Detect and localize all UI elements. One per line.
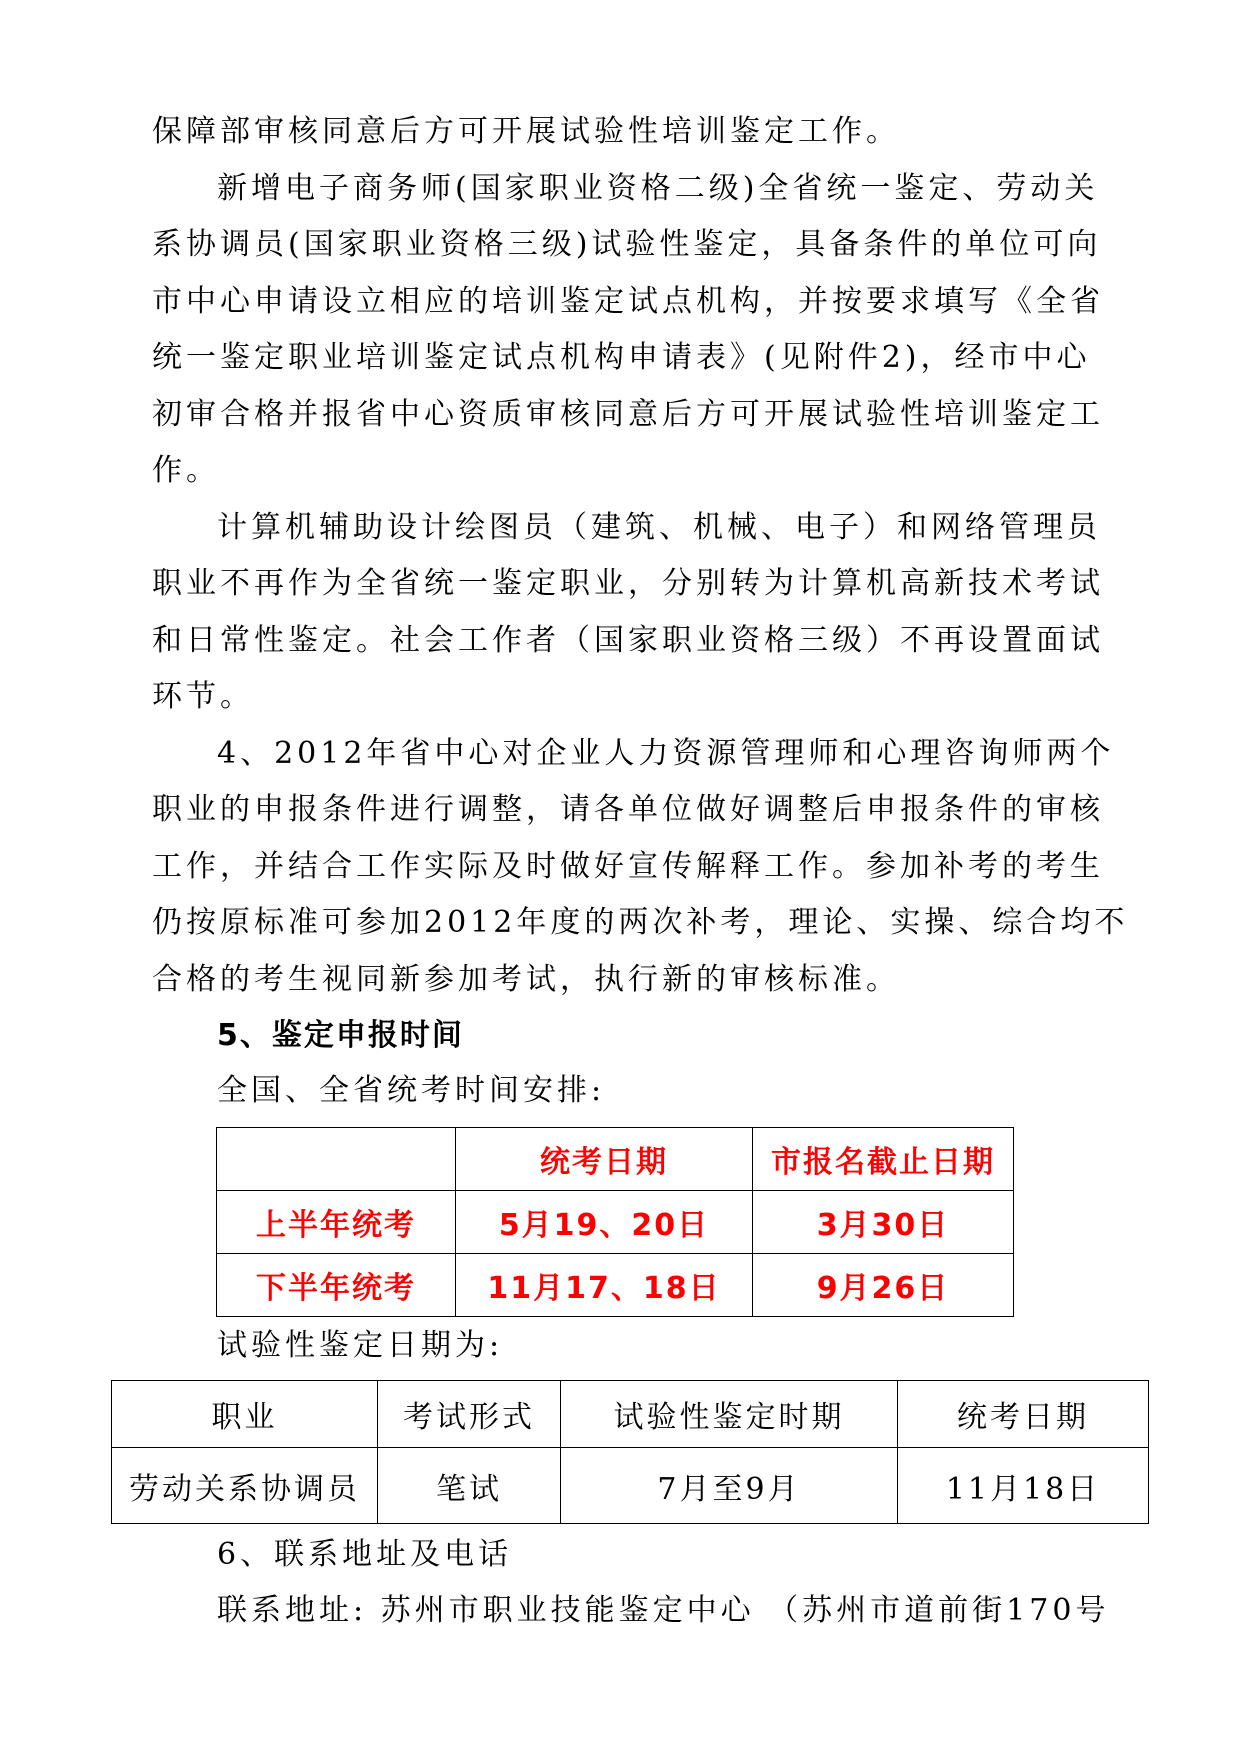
table-header-cell: 统考日期 — [456, 1128, 753, 1191]
table-cell: 3月30日 — [753, 1191, 1014, 1254]
paragraph-line: 保障部审核同意后方可开展试验性培训鉴定工作。 — [152, 114, 900, 149]
table-cell: 11月18日 — [898, 1448, 1149, 1524]
contact-address: 联系地址: 苏州市职业技能鉴定中心 （苏州市道前街170号 — [217, 1593, 1110, 1628]
table-header-row — [112, 1381, 1149, 1448]
table-header-cell: 试验性鉴定时期 — [561, 1381, 898, 1448]
paragraph-line: 市中心申请设立相应的培训鉴定试点机构，并按要求填写《全省 — [152, 284, 1104, 319]
table-cell: 9月26日 — [753, 1254, 1014, 1317]
table-caption: 全国、全省统考时间安排: — [217, 1073, 606, 1108]
table-cell: 5月19、20日 — [456, 1191, 753, 1254]
paragraph-line: 合格的考生视同新参加考试，执行新的审核标准。 — [152, 962, 900, 997]
paragraph-line: 初审合格并报省中心资质审核同意后方可开展试验性培训鉴定工 — [152, 397, 1104, 432]
paragraph-line: 统一鉴定职业培训鉴定试点机构申请表》(见附件2)，经市中心 — [152, 340, 1091, 375]
paragraph-line: 职业的申报条件进行调整，请各单位做好调整后申报条件的审核 — [152, 792, 1104, 827]
paragraph-line: 环节。 — [152, 679, 254, 714]
table-header-cell: 考试形式 — [378, 1381, 561, 1448]
table-cell: 劳动关系协调员 — [112, 1448, 378, 1524]
trial-appraisal-table — [111, 1380, 1149, 1524]
table-row — [217, 1254, 1014, 1317]
paragraph-line: 工作，并结合工作实际及时做好宣传解释工作。参加补考的考生 — [152, 849, 1104, 884]
table-header-cell: 市报名截止日期 — [753, 1128, 1014, 1191]
table-cell: 下半年统考 — [217, 1254, 456, 1317]
exam-schedule-table — [216, 1127, 1014, 1317]
table-cell: 7月至9月 — [561, 1448, 898, 1524]
paragraph-line: 职业不再作为全省统一鉴定职业，分别转为计算机高新技术考试 — [152, 566, 1104, 601]
paragraph-line: 系协调员(国家职业资格三级)试验性鉴定，具备条件的单位可向 — [152, 227, 1102, 262]
paragraph-line: 和日常性鉴定。社会工作者（国家职业资格三级）不再设置面试 — [152, 623, 1104, 658]
paragraph-line: 仍按原标准可参加2012年度的两次补考，理论、实操、综合均不 — [152, 905, 1129, 940]
table-caption: 试验性鉴定日期为: — [217, 1328, 504, 1363]
table-header-cell — [217, 1128, 456, 1191]
paragraph-line: 新增电子商务师(国家职业资格二级)全省统一鉴定、劳动关 — [217, 171, 1099, 206]
table-cell: 笔试 — [378, 1448, 561, 1524]
paragraph-line: 作。 — [152, 453, 220, 488]
table-cell: 11月17、18日 — [456, 1254, 753, 1317]
section-heading: 5、鉴定申报时间 — [217, 1018, 464, 1053]
table-header-cell: 职业 — [112, 1381, 378, 1448]
paragraph-line: 4、2012年省中心对企业人力资源管理师和心理咨询师两个 — [217, 736, 1115, 771]
section-heading: 6、联系地址及电话 — [217, 1537, 513, 1572]
table-cell: 上半年统考 — [217, 1191, 456, 1254]
paragraph-line: 计算机辅助设计绘图员（建筑、机械、电子）和网络管理员 — [217, 510, 1101, 545]
table-header-cell: 统考日期 — [898, 1381, 1149, 1448]
table-header-row — [217, 1128, 1014, 1191]
table-row — [112, 1448, 1149, 1524]
table-row — [217, 1191, 1014, 1254]
